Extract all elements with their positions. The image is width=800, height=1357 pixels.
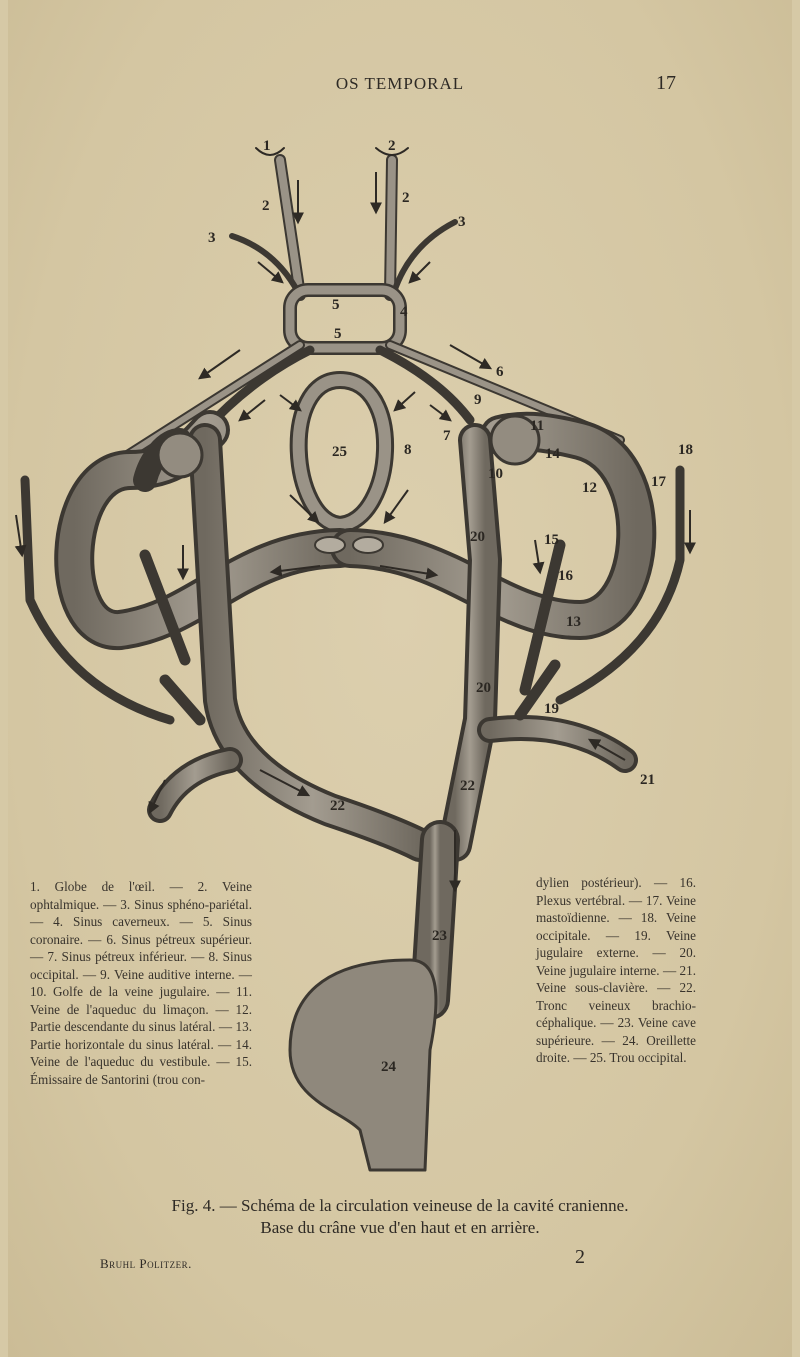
label-12: 12 <box>582 480 597 496</box>
figure-legend-left: 1. Globe de l'œil. — 2. Veine ophtalmique. — 3. Sinus sphéno-pariétal. — 4. Sinus caverneux. — 5. Sinus coronaire. — 6. Sinus pétreux supérieur. — 7. Sinus pétreux inférieur. — 8. Sinus occipital. — 9. Veine auditive interne. — 10. Golfe de la veine jugulaire. — 11. Veine de l'aqueduc du limaçon. — 12. Partie descendante du sinus latéral. — 13. Partie horizontale du sinus latéral. — 14. Veine de l'aqueduc du vestibule. — 15. Émissaire de Santorini (trou con- <box>30 879 252 1087</box>
label-8: 8 <box>404 442 412 458</box>
jugular-bulb-left <box>158 433 202 477</box>
label-19: 19 <box>544 701 559 717</box>
figure-caption-line-1: Fig. 4. — Schéma de la circulation veineuse de la cavité cranienne. <box>171 1196 629 1215</box>
page-number: 17 <box>656 72 676 94</box>
label-5a: 5 <box>332 297 340 313</box>
label-2b: 2 <box>262 198 270 214</box>
running-title: OS TEMPORAL <box>335 74 465 93</box>
label-3a: 3 <box>208 230 216 246</box>
label-7: 7 <box>443 428 451 444</box>
label-13: 13 <box>566 614 581 630</box>
label-14: 14 <box>545 446 560 462</box>
label-4: 4 <box>400 304 408 320</box>
label-22a: 22 <box>330 798 345 814</box>
external-jugular-left <box>165 680 200 720</box>
label-5b: 5 <box>334 326 342 342</box>
label-15: 15 <box>544 532 559 548</box>
label-20a: 20 <box>470 529 485 545</box>
label-23: 23 <box>432 928 447 944</box>
right-atrium <box>290 960 436 1170</box>
label-9: 9 <box>474 392 482 408</box>
spheno-parietal-right <box>394 222 455 292</box>
label-2c: 2 <box>402 190 410 206</box>
signature-mark: 2 <box>575 1246 585 1268</box>
label-24: 24 <box>381 1059 396 1075</box>
label-20b: 20 <box>476 680 491 696</box>
label-18: 18 <box>678 442 693 458</box>
label-16: 16 <box>558 568 573 584</box>
label-25: 25 <box>332 444 347 460</box>
label-1: 1 <box>263 138 271 154</box>
label-3b: 3 <box>458 214 466 230</box>
label-17: 17 <box>651 474 666 490</box>
figure-caption-line-2: Base du crâne vue d'en haut et en arrière. <box>260 1218 540 1237</box>
figure-legend-right: dylien postérieur). — 16. Plexus vertébral. — 17. Veine mastoïdienne. — 18. Veine occipitale. — 19. Veine jugulaire externe. — 20. Veine jugulaire interne. — 21. Veine sous-clavière. — 22. Tronc veineux brachio-céphalique. — 23. Veine cave supérieure. — 24. Oreillette droite. — 25. Trou occipital. <box>536 875 696 1065</box>
label-2a: 2 <box>388 138 396 154</box>
footer-author: Bruhl Politzer. <box>100 1256 192 1271</box>
label-6: 6 <box>496 364 504 380</box>
label-22b: 22 <box>460 778 475 794</box>
label-11: 11 <box>530 418 545 434</box>
label-10: 10 <box>488 466 503 482</box>
coronary-sinus-ring <box>290 290 400 348</box>
label-21: 21 <box>640 772 655 788</box>
